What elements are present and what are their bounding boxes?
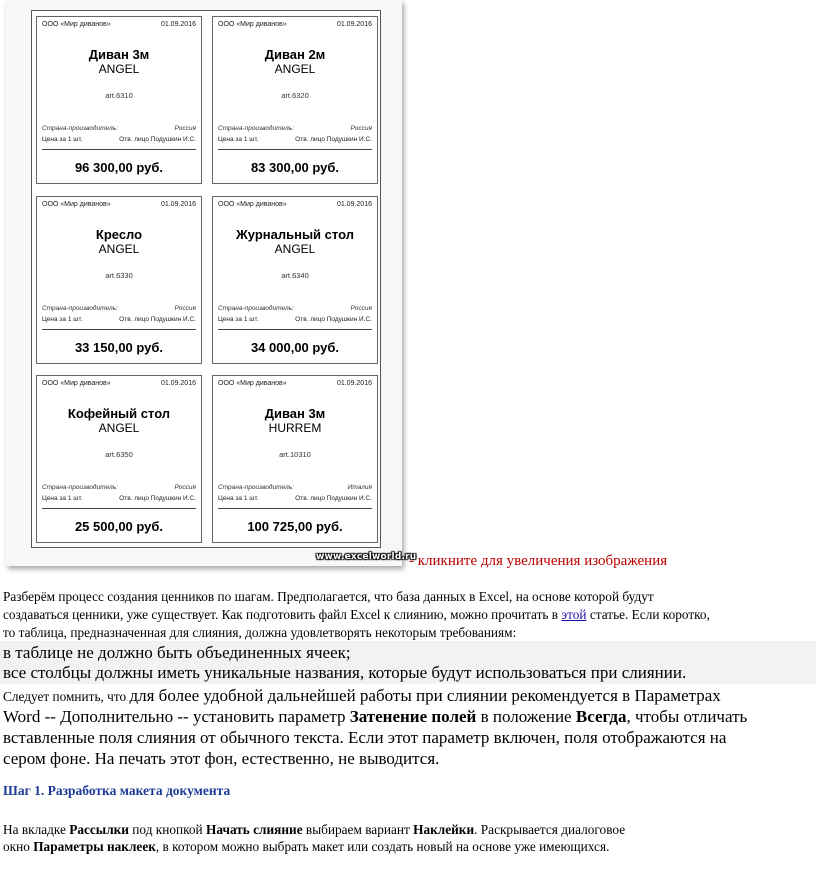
card-date: 01.09.2016 — [336, 380, 372, 387]
company-name: ООО «Мир диванов» — [42, 21, 111, 28]
price-value: 100 725,00 руб. — [247, 519, 343, 534]
note-text: для более удобной дальнейшей работы при слиянии рекомендуется в Параметрах — [129, 686, 721, 705]
card-date: 01.09.2016 — [160, 201, 196, 208]
product-name: Кофейный стол — [67, 406, 171, 421]
responsible-person: Отв. лицо Подушкин И.С. — [295, 136, 372, 143]
price-tag-card — [212, 375, 378, 543]
step-text: выбираем вариант — [302, 822, 414, 837]
price-tag-card — [212, 16, 378, 184]
article-number: art.6330 — [105, 271, 133, 280]
responsible-person: Отв. лицо Подушкин И.С. — [295, 495, 372, 502]
note-text: Следует помнить, что — [3, 689, 130, 704]
intro-line-1: Разберём процесс создания ценников по шагам. Предполагается, что база данных в Excel, на основе которой будут — [3, 589, 654, 604]
country-row — [218, 484, 372, 491]
price-value: 83 300,00 руб. — [250, 160, 340, 175]
country-label: Страна-производитель: — [42, 125, 118, 132]
price-tag-card — [36, 375, 202, 543]
card-header — [42, 380, 196, 387]
step-text: под кнопкой — [128, 822, 206, 837]
note-text: , чтобы отличать — [626, 707, 748, 726]
country-value: Италия — [347, 484, 372, 491]
article-number: art.6310 — [105, 91, 133, 100]
product-name: Журнальный стол — [236, 227, 354, 242]
card-header — [218, 380, 372, 387]
price-value: 96 300,00 руб. — [74, 160, 164, 175]
responsible-person: Отв. лицо Подушкин И.С. — [119, 495, 196, 502]
intro-text: создаваться ценники, уже существует. Как подготовить файл Excel к слиянию, можно прочитать в — [3, 607, 562, 622]
price-value: 33 150,00 руб. — [74, 340, 164, 355]
article-number: art.6320 — [281, 91, 309, 100]
article-link[interactable]: этой — [561, 607, 587, 622]
country-label: Страна-производитель: — [218, 305, 294, 312]
labels-option-name: Наклейки — [413, 822, 475, 837]
step-text: , в котором можно выбрать макет или создать новый на основе уже имеющихся. — [155, 839, 610, 854]
collection-name: ANGEL — [98, 242, 140, 256]
step-text: . Раскрывается диалоговое — [474, 822, 626, 837]
unit-label: Цена за 1 шт. — [42, 316, 83, 323]
unit-row — [42, 316, 196, 323]
step-text: окно — [3, 839, 34, 854]
country-label: Страна-производитель: — [218, 125, 294, 132]
card-header — [42, 21, 196, 28]
collection-name: ANGEL — [98, 62, 140, 76]
company-name: ООО «Мир диванов» — [42, 380, 111, 387]
price-value: 25 500,00 руб. — [74, 519, 164, 534]
step-1-line-1 — [3, 821, 625, 839]
unit-row — [218, 316, 372, 323]
divider-line — [218, 329, 372, 330]
card-header — [42, 201, 196, 208]
price-value: 34 000,00 руб. — [250, 340, 340, 355]
note-line-4: сером фоне. На печать этот фон, естественно, не выводится. — [3, 749, 440, 768]
price-tags-image[interactable] — [6, 0, 417, 566]
article-number: art.10310 — [279, 450, 311, 459]
article-number: art.6340 — [281, 271, 309, 280]
step-1-line-2 — [3, 838, 609, 856]
product-name: Кресло — [95, 227, 143, 242]
unit-row — [218, 136, 372, 143]
note-text: Word -- Дополнительно -- установить параметр — [3, 707, 350, 726]
responsible-person: Отв. лицо Подушкин И.С. — [119, 316, 196, 323]
unit-row — [42, 495, 196, 502]
collection-name: ANGEL — [274, 242, 316, 256]
collection-name: HURREM — [268, 421, 322, 435]
country-row — [218, 305, 372, 312]
company-name: ООО «Мир диванов» — [218, 21, 287, 28]
country-row — [42, 484, 196, 491]
divider-line — [42, 149, 196, 150]
unit-label: Цена за 1 шт. — [218, 316, 259, 323]
shading-option: Затенение полей — [349, 707, 477, 726]
price-tag-card — [212, 196, 378, 364]
country-row — [218, 125, 372, 132]
start-merge-name: Начать слияние — [206, 822, 303, 837]
requirement-item: все столбцы должны иметь уникальные названия, которые будут использоваться при слиянии. — [3, 663, 687, 682]
mailings-tab-name: Рассылки — [69, 822, 129, 837]
company-name: ООО «Мир диванов» — [218, 380, 287, 387]
step-1-heading: Шаг 1. Разработка макета документа — [3, 783, 231, 798]
price-tag-card — [36, 16, 202, 184]
country-value: Россия — [350, 125, 372, 132]
divider-line — [218, 149, 372, 150]
country-row — [42, 125, 196, 132]
country-label: Страна-производитель: — [218, 484, 294, 491]
product-name: Диван 3м — [264, 406, 326, 421]
card-date: 01.09.2016 — [336, 21, 372, 28]
article-number: art.6350 — [105, 450, 133, 459]
step-text: На вкладке — [3, 822, 70, 837]
product-name: Диван 3м — [88, 47, 150, 62]
price-tag-card — [36, 196, 202, 364]
unit-label: Цена за 1 шт. — [218, 495, 259, 502]
country-label: Страна-производитель: — [42, 484, 118, 491]
country-value: Россия — [350, 305, 372, 312]
unit-row — [218, 495, 372, 502]
intro-text: статье. Если коротко, — [586, 607, 710, 622]
note-line-1 — [3, 685, 721, 707]
country-value: Россия — [174, 305, 196, 312]
card-header — [218, 201, 372, 208]
card-date: 01.09.2016 — [336, 201, 372, 208]
divider-line — [42, 329, 196, 330]
click-hint: - кликните для увеличения изображения — [409, 553, 668, 569]
country-row — [42, 305, 196, 312]
intro-line-2 — [3, 606, 710, 624]
label-options-dialog-name: Параметры наклеек — [33, 839, 156, 854]
watermark: www.excelworld.ru — [316, 552, 417, 562]
card-date: 01.09.2016 — [160, 21, 196, 28]
country-value: Россия — [174, 484, 196, 491]
requirement-item: в таблице не должно быть объединенных ячеек; — [3, 643, 351, 662]
note-line-2 — [3, 706, 747, 727]
label-sheet — [31, 10, 381, 548]
company-name: ООО «Мир диванов» — [218, 201, 287, 208]
always-option: Всегда — [575, 707, 627, 726]
product-name: Диван 2м — [264, 47, 326, 62]
note-text: в положение — [476, 707, 576, 726]
collection-name: ANGEL — [98, 421, 140, 435]
responsible-person: Отв. лицо Подушкин И.С. — [119, 136, 196, 143]
unit-label: Цена за 1 шт. — [42, 495, 83, 502]
intro-line-3: то таблица, предназначенная для слияния, должна удовлетворять некоторым требованиям: — [3, 625, 517, 640]
country-value: Россия — [174, 125, 196, 132]
note-line-3: вставленные поля слияния от обычного текста. Если этот параметр включен, поля отображаются на — [3, 728, 727, 747]
card-date: 01.09.2016 — [160, 380, 196, 387]
collection-name: ANGEL — [274, 62, 316, 76]
unit-row — [42, 136, 196, 143]
company-name: ООО «Мир диванов» — [42, 201, 111, 208]
divider-line — [218, 508, 372, 509]
card-header — [218, 21, 372, 28]
divider-line — [42, 508, 196, 509]
country-label: Страна-производитель: — [42, 305, 118, 312]
responsible-person: Отв. лицо Подушкин И.С. — [295, 316, 372, 323]
unit-label: Цена за 1 шт. — [42, 136, 83, 143]
unit-label: Цена за 1 шт. — [218, 136, 259, 143]
